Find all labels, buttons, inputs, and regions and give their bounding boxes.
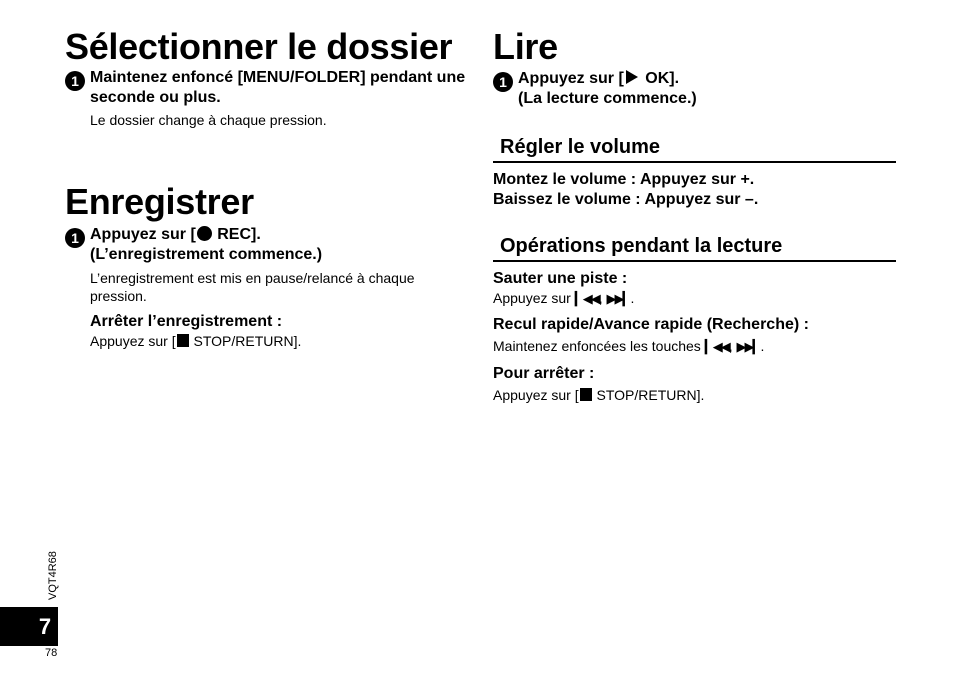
search-heading: Recul rapide/Avance rapide (Recherche) : [493, 316, 809, 333]
skip-forward-icon: ▶▶▎ [606, 291, 631, 306]
left-column [65, 0, 470, 350]
stop-square-icon [177, 334, 189, 347]
play-title: Lire [493, 26, 558, 67]
skip-back-icon: ▎◀◀ [704, 339, 729, 354]
right-column [493, 0, 896, 404]
search-text: Maintenez enfoncées les touches ▎◀◀, ▶▶▎. [493, 338, 765, 354]
skip-back-icon: ▎◀◀ [574, 291, 599, 306]
skip-forward-icon: ▶▶▎ [736, 339, 761, 354]
record-title: Enregistrer [65, 181, 254, 222]
stop-playback-text: Appuyez sur [ STOP/RETURN]. [493, 387, 705, 403]
play-step-line2: (La lecture commence.) [518, 90, 697, 107]
record-step-text: Appuyez sur [ REC]. (L’enregistrement commence.) [90, 225, 470, 265]
select-folder-step [65, 68, 470, 129]
select-folder-title: Sélectionner le dossier [65, 26, 453, 67]
step-number-badge: 1 [65, 71, 85, 91]
playback-operations-heading: Opérations pendant la lecture [493, 233, 896, 262]
stop-square-icon [580, 388, 592, 401]
step-number-badge: 1 [493, 72, 513, 92]
record-step-line2: (L’enregistrement commence.) [90, 246, 323, 263]
play-step [493, 69, 896, 109]
document-code: VQT4R68 [47, 551, 59, 600]
volume-up-text: Montez le volume : Appuyez sur +. [493, 171, 755, 188]
volume-down-text: Baissez le volume : Appuyez sur –. [493, 191, 759, 208]
select-folder-step-text: Maintenez enfoncé [MENU/FOLDER] pendant une seconde ou plus. [90, 69, 466, 106]
tab-number: 7 [38, 614, 52, 639]
stop-recording-text: Appuyez sur [ STOP/RETURN]. [90, 333, 302, 349]
select-folder-note: Le dossier change à chaque pression. [90, 112, 327, 128]
stop-playback-heading: Pour arrêter : [493, 365, 595, 382]
play-triangle-icon [626, 70, 638, 84]
skip-track-text: Appuyez sur ▎◀◀, ▶▶▎. [493, 290, 635, 306]
play-step-text: Appuyez sur [ OK]. (La lecture commence.) [518, 69, 896, 109]
step-number-badge: 1 [65, 228, 85, 248]
volume-heading: Régler le volume [493, 134, 896, 163]
record-dot-icon [197, 226, 212, 241]
skip-track-heading: Sauter une piste : [493, 270, 628, 287]
page-tab [0, 607, 58, 646]
record-note: L’enregistrement est mis en pause/relancé à chaque pression. [90, 270, 415, 304]
stop-recording-heading: Arrêter l’enregistrement : [90, 313, 283, 330]
page-number: 78 [45, 647, 58, 659]
record-step [65, 225, 470, 350]
